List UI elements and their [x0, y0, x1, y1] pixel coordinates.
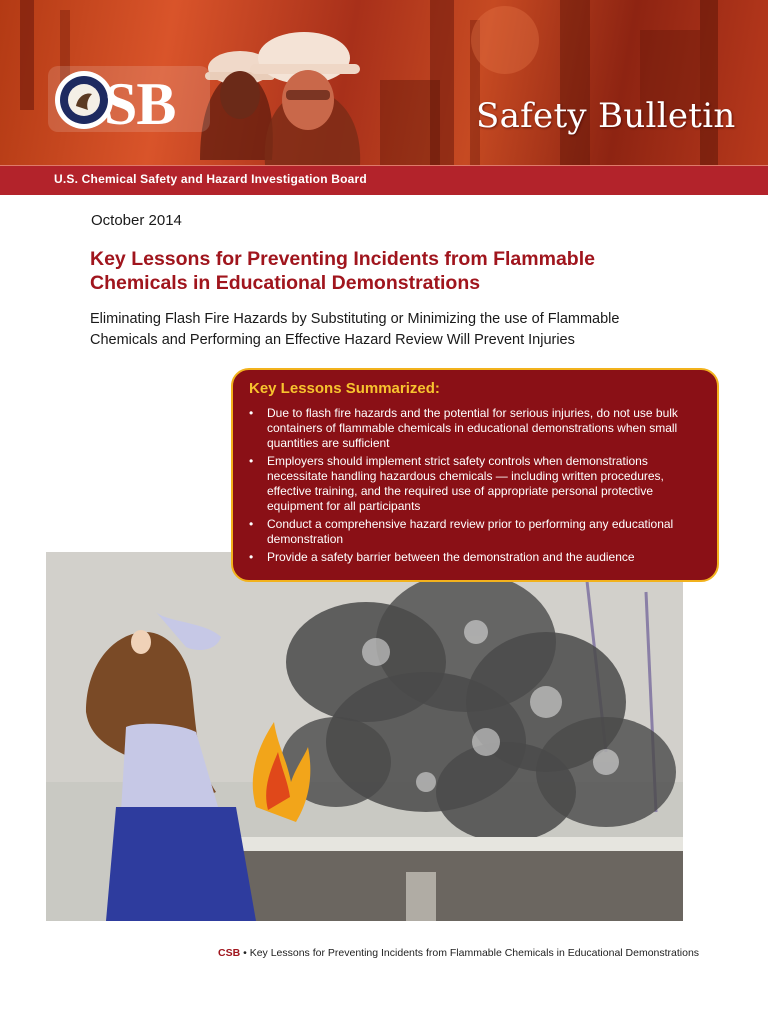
lesson-text: Employers should implement strict safety controls when demonstrations necessitate handling hazardous chemicals — including written procedures, effective training, and the required use of appropriate personal protective equipment for all participants [267, 454, 664, 513]
footer-text: Key Lessons for Preventing Incidents from Flammable Chemicals in Educational Demonstrations [249, 947, 700, 959]
key-lessons-box [231, 368, 719, 582]
bullet-icon: • [249, 406, 254, 420]
page-footer [218, 947, 699, 959]
headline: Key Lessons for Preventing Incidents from Flammable Chemicals in Educational Demonstrations [90, 248, 595, 294]
bullet-icon: • [249, 550, 254, 564]
list-item [249, 406, 699, 451]
footer-separator: • [240, 947, 250, 959]
footer-brand: CSB [218, 947, 241, 959]
list-item [249, 550, 699, 565]
header-banner [0, 0, 768, 195]
lesson-text: Provide a safety barrier between the demonstration and the audience [267, 550, 635, 564]
lesson-text: Conduct a comprehensive hazard review prior to performing any educational demonstration [267, 517, 674, 546]
bullet-icon: • [249, 517, 254, 531]
csb-logo [44, 60, 214, 138]
list-item [249, 517, 699, 547]
banner-strip [0, 165, 768, 195]
publication-date: October 2014 [91, 212, 182, 229]
list-item [249, 454, 699, 514]
svg-text:SB: SB [104, 71, 176, 137]
key-lessons-list [249, 406, 699, 565]
banner-photo [0, 0, 768, 165]
lesson-text: Due to flash fire hazards and the potential for serious injuries, do not use bulk containers of flammable chemicals in educational demonstrations when small quantities are sufficient [267, 406, 678, 450]
key-lessons-title: Key Lessons Summarized: [249, 380, 440, 397]
subheadline: Eliminating Flash Fire Hazards by Substituting or Minimizing the use of Flammable Chemicals and Performing an Effective Hazard Review Will Prevent Injuries [90, 311, 620, 348]
bulletin-title: Safety Bulletin [476, 96, 736, 136]
organization-name: U.S. Chemical Safety and Hazard Investigation Board [54, 172, 367, 186]
flash-fire-illustration [46, 552, 683, 921]
demonstration-fire-drawing [46, 552, 683, 921]
bullet-icon: • [249, 454, 254, 468]
